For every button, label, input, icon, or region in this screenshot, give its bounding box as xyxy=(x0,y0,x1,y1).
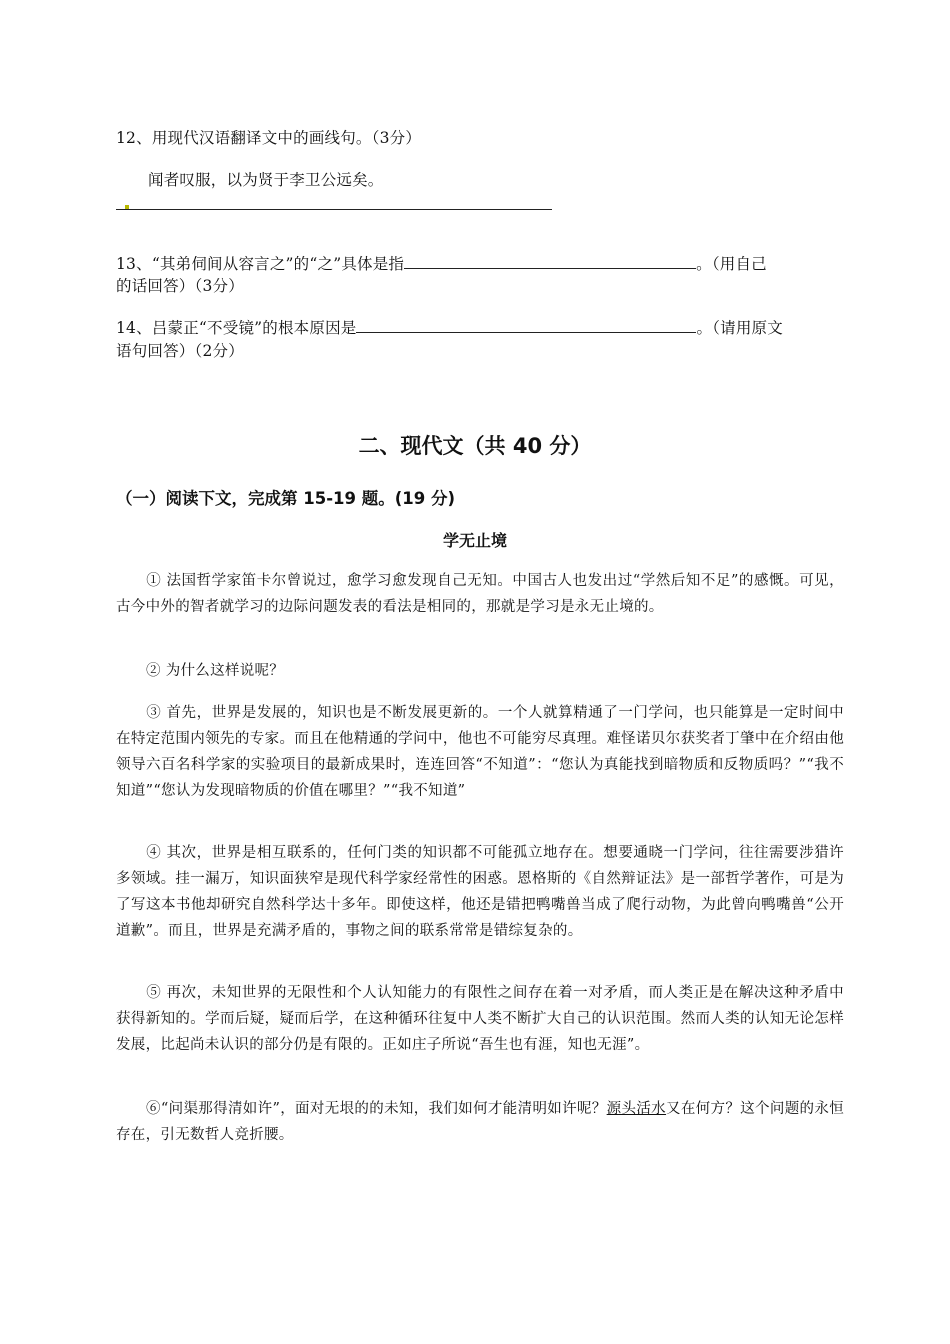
paragraph-1-text: ① 法国哲学家笛卡尔曾说过，愈学习愈发现自己无知。中国古人也发出过“学然后知不足”的感慨。可见，古今中外的智者就学习的边际问题发表的看法是相同的，那就是学习是永无止境的。 xyxy=(116,573,844,615)
question-13-continuation: 的话回答）（3分） xyxy=(116,277,244,295)
question-13-line-1 xyxy=(116,252,767,274)
paragraph-2-text: ② 为什么这样说呢？ xyxy=(146,663,285,679)
question-12-answer-line[interactable] xyxy=(116,209,552,210)
article-paragraph-6 xyxy=(116,1096,844,1148)
article-paragraph-3 xyxy=(116,700,844,804)
question-12-sentence: 闻者叹服，以为贤于李卫公远矣。 xyxy=(148,171,384,189)
question-12-prompt: 12、用现代汉语翻译文中的画线句。（3分） xyxy=(116,129,422,147)
question-13-prompt-before: 13、“其弟伺间从容言之”的“之”具体是指 xyxy=(116,255,405,273)
question-14-prompt-before: 14、吕蒙正“不受镜”的根本原因是 xyxy=(116,319,357,337)
paragraph-6-text-after: 又在何方？这个问题的永恒存在，引无数哲人竞折腰。 xyxy=(116,1101,844,1143)
article-paragraph-5 xyxy=(116,980,844,1058)
article-paragraph-1 xyxy=(116,568,844,620)
article-paragraph-2 xyxy=(116,658,844,684)
question-13-answer-blank[interactable] xyxy=(404,252,696,269)
subsection-title: （一）阅读下文，完成第 15-19 题。(19 分) xyxy=(116,489,456,508)
paragraph-3-text: ③ 首先，世界是发展的，知识也是不断发展更新的。一个人就算精通了一门学问，也只能算是一定时间中在特定范围内领先的专家。而且在他精通的学问中，他也不可能穷尽真理。难怪诺贝尔获奖者丁肇中在介绍由他领导六百名科学家的实验项目的最新成果时，连连回答“不知道”：“您认为真能找到暗物质和反物质吗？”“我不知道”“您认为发现暗物质的价值在哪里？”“我不知道” xyxy=(116,705,844,799)
article-title: 学无止境 xyxy=(442,531,507,550)
question-14-line-1 xyxy=(116,316,783,338)
paragraph-4-text: ④ 其次，世界是相互联系的，任何门类的知识都不可能孤立地存在。想要通晓一门学问，往往需要涉猎许多领域。挂一漏万，知识面狭窄是现代科学家经常性的困惑。恩格斯的《自然辩证法》是一部哲学著作，可是为了写这本书他却研究自然科学达十多年。即使这样，他还是错把鸭嘴兽当成了爬行动物，为此曾向鸭嘴兽“公开道歉”。而且，世界是充满矛盾的，事物之间的联系常常是错综复杂的。 xyxy=(116,845,844,939)
question-14-answer-blank[interactable] xyxy=(356,316,696,333)
paragraph-6-underlined-phrase: 源头活水 xyxy=(606,1101,666,1117)
section-title: 二、现代文（共 40 分） xyxy=(358,434,592,458)
paragraph-6-text-before: ⑥“问渠那得清如许”，面对无垠的的未知，我们如何才能清明如许呢？ xyxy=(146,1101,607,1117)
question-14-continuation: 语句回答）（2分） xyxy=(116,342,244,360)
paragraph-5-text: ⑤ 再次，未知世界的无限性和个人认知能力的有限性之间存在着一对矛盾，而人类正是在解决这种矛盾中获得新知的。学而后疑，疑而后学，在这种循环往复中人类不断扩大自己的认识范围。然而人类的认知无论怎样发展，比起尚未认识的部分仍是有限的。正如庄子所说“吾生也有涯，知也无涯”。 xyxy=(116,985,844,1053)
question-13-prompt-after: 。（用自己 xyxy=(696,255,767,273)
question-14-prompt-after: 。（请用原文 xyxy=(696,319,783,337)
article-paragraph-4 xyxy=(116,840,844,944)
